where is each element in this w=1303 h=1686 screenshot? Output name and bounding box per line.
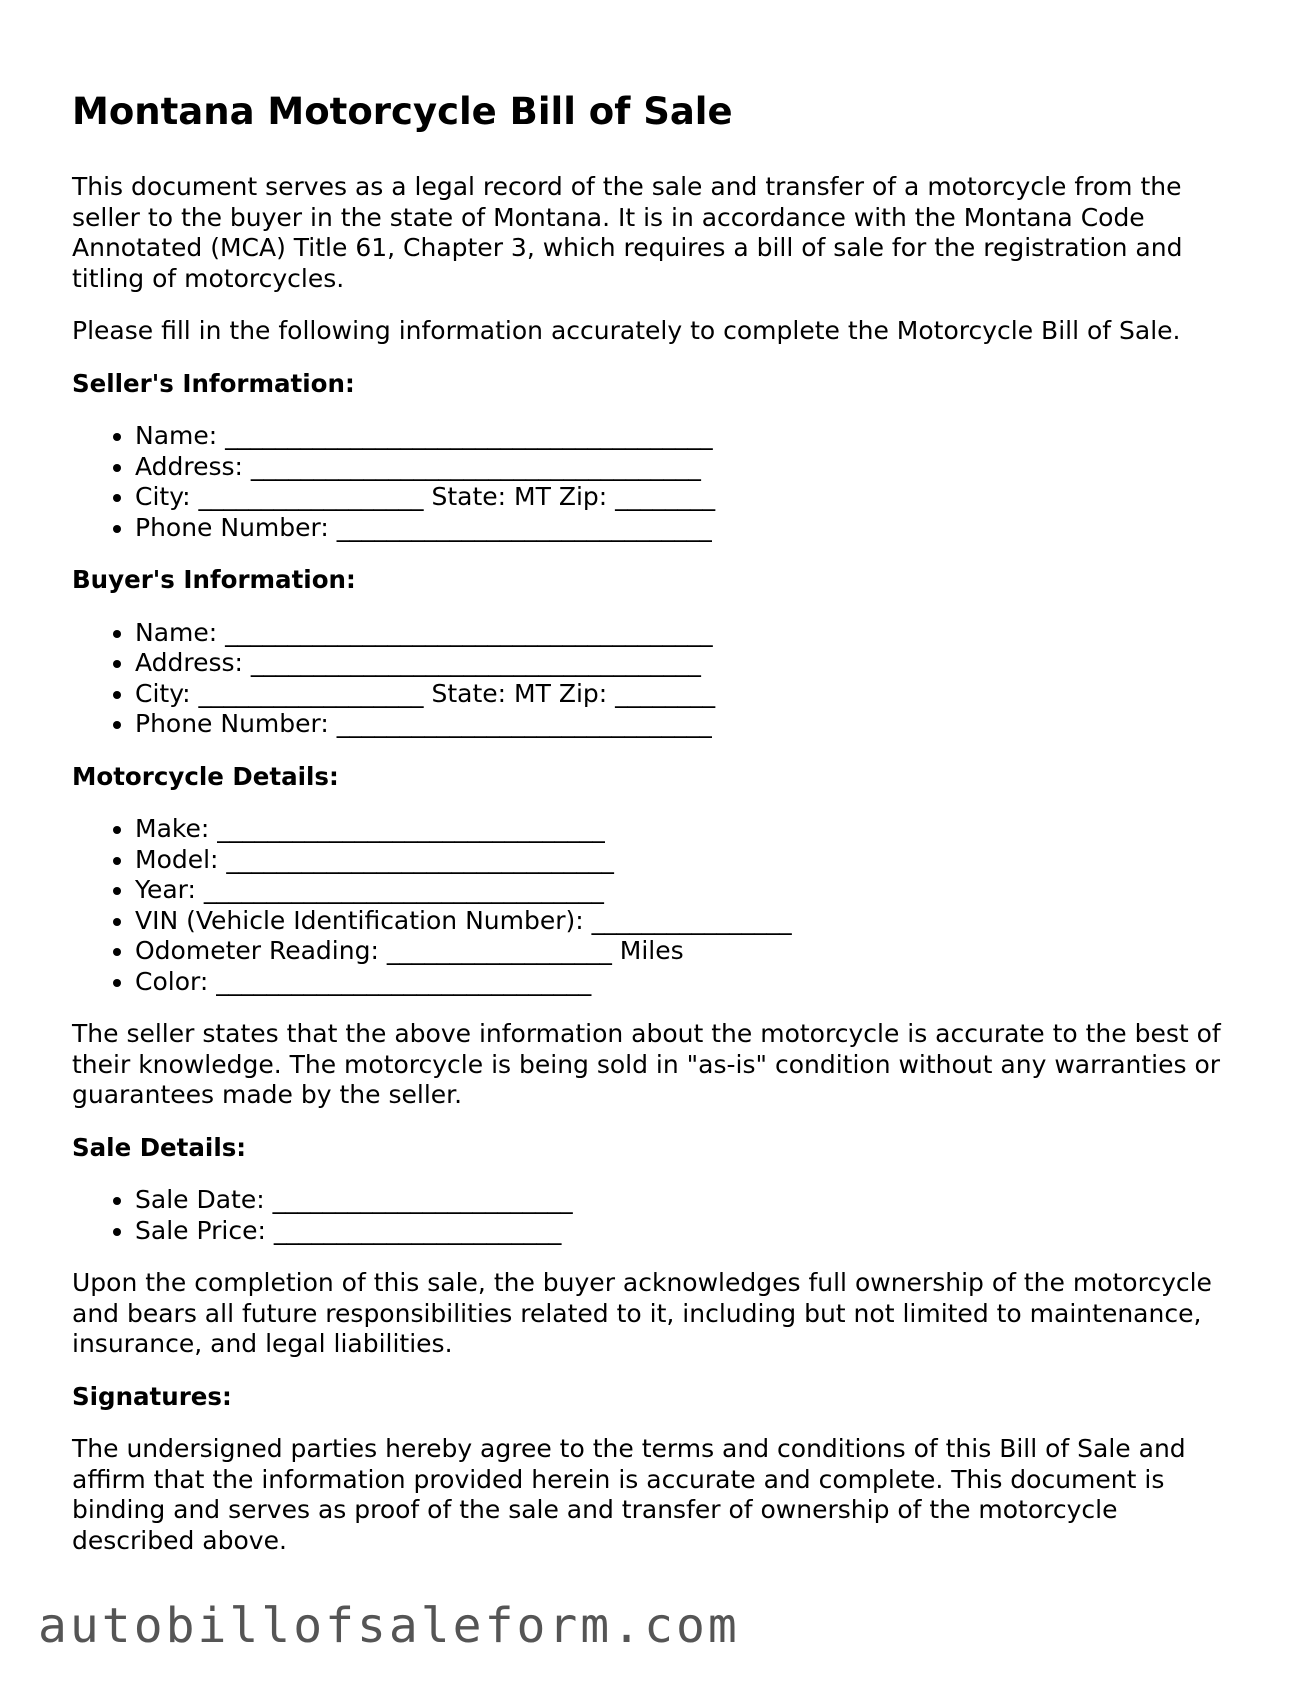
seller-address-field: • Address: ____________________________________ <box>135 452 1242 483</box>
intro-paragraph: This document serves as a legal record of the sale and transfer of a motorcycle from the seller to the buyer in the state of Montana. It is in accordance with the Montana Code Annotated (MCA) Title 61, Chapter 3, which requires a bill of sale for the registration and titling of motorcycles. <box>72 172 1183 293</box>
buyer-city-state-zip-field: • City: __________________ State: MT Zip: ________ <box>135 679 1242 710</box>
buyer-name-field: • Name: _______________________________________ <box>135 618 1242 649</box>
motorcycle-year-field: • Year: ________________________________ <box>135 875 1242 906</box>
motorcycle-odometer-field: • Odometer Reading: __________________ Miles <box>135 936 1242 967</box>
instruction-paragraph: Please fill in the following information accurately to complete the Motorcycle Bill of Sale. <box>72 316 1181 345</box>
document-page <box>72 86 1242 1578</box>
buyer-heading: Buyer's Information: <box>72 565 356 594</box>
seller-city-state-zip-field: • City: __________________ State: MT Zip: ________ <box>135 482 1242 513</box>
as-is-paragraph: The seller states that the above information about the motorcycle is accurate to the best of their knowledge. The motorcycle is being sold in "as-is" condition without any warranties or guarantees made by the seller. <box>72 1019 1221 1109</box>
motorcycle-color-field: • Color: ______________________________ <box>135 967 1242 998</box>
seller-heading: Seller's Information: <box>72 368 355 398</box>
seller-name-field: • Name: _______________________________________ <box>135 421 1242 452</box>
buyer-phone-field: • Phone Number: ______________________________ <box>135 709 1242 740</box>
document-title: Montana Motorcycle Bill of Sale <box>72 90 733 133</box>
motorcycle-make-field: • Make: _______________________________ <box>135 814 1242 845</box>
sale-field-list <box>72 1185 1242 1246</box>
sale-heading: Sale Details: <box>72 1132 247 1162</box>
buyer-address-field: • Address: ____________________________________ <box>135 648 1242 679</box>
seller-field-list <box>72 421 1242 543</box>
seller-phone-field: • Phone Number: ______________________________ <box>135 513 1242 544</box>
motorcycle-model-field: • Model: _______________________________ <box>135 845 1242 876</box>
signatures-heading: Signatures: <box>72 1381 232 1411</box>
motorcycle-vin-field: • VIN (Vehicle Identification Number): ________________ <box>135 906 1242 937</box>
signatures-paragraph: The undersigned parties hereby agree to the terms and conditions of this Bill of Sale and affirm that the information provided herein is accurate and complete. This document is binding and serves as proof of the sale and transfer of ownership of the motorcycle described above. <box>72 1434 1186 1555</box>
buyer-field-list <box>72 618 1242 740</box>
motorcycle-heading: Motorcycle Details: <box>72 761 339 791</box>
sale-price-field: • Sale Price: _______________________ <box>135 1216 1242 1247</box>
ownership-paragraph: Upon the completion of this sale, the buyer acknowledges full ownership of the motorcycle and bears all future responsibilities related to it, including but not limited to maintenance, insurance, and legal liabilities. <box>72 1268 1212 1358</box>
motorcycle-field-list <box>72 814 1242 997</box>
site-watermark: autobillofsaleform.com <box>38 1598 740 1654</box>
sale-date-field: • Sale Date: ________________________ <box>135 1185 1242 1216</box>
